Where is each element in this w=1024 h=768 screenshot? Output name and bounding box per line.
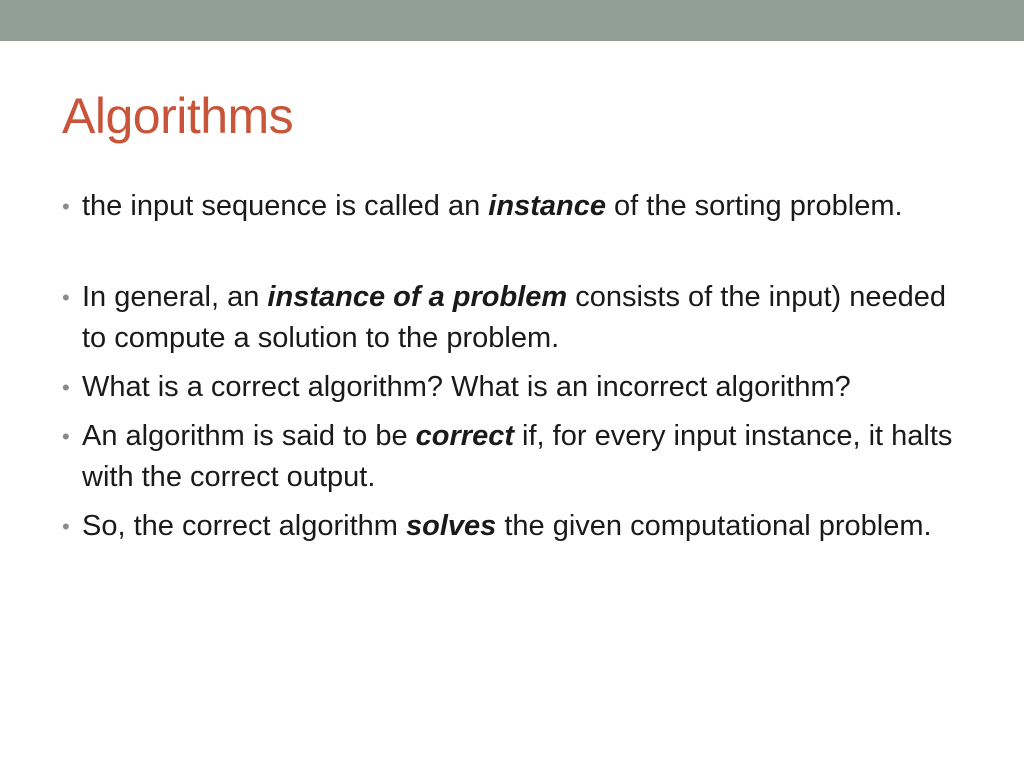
- bullet-text: In general, an: [82, 281, 268, 313]
- bullet-list: [62, 186, 962, 555]
- bullet-item-instance: [62, 186, 962, 227]
- bullet-marker: •: [62, 285, 70, 310]
- emphasized-term-instance: instance: [488, 190, 606, 222]
- top-band: [0, 0, 1024, 41]
- bullet-text: An algorithm is said to be: [82, 420, 416, 452]
- bullet-marker: •: [62, 194, 70, 219]
- emphasized-term-instance-of-a-problem: instance of a problem: [267, 281, 568, 313]
- bullet-item-correct: [62, 416, 962, 498]
- bullet-text: the input sequence is called an: [82, 190, 489, 222]
- bullet-text: of the sorting problem.: [605, 190, 903, 222]
- emphasized-term-solves: solves: [405, 510, 497, 542]
- bullet-item-correct-algorithm-question: [62, 367, 962, 408]
- bullet-marker: •: [62, 424, 70, 449]
- bullet-text: the given computational problem.: [496, 510, 932, 542]
- bullet-text: What is a correct algorithm? What is an incorrect algorithm?: [82, 371, 851, 403]
- emphasized-term-correct: correct: [415, 420, 514, 452]
- bullet-item-instance-of-a-problem: [62, 277, 962, 359]
- bullet-text: if, for every input instance, it halts with the correct output.: [82, 420, 953, 493]
- bullet-text: consists of the input) needed to compute a solution to the problem.: [82, 281, 947, 354]
- bullet-marker: •: [62, 514, 70, 539]
- slide-title: Algorithms: [62, 88, 294, 144]
- bullet-item-solves: [62, 506, 962, 547]
- bullet-text: So, the correct algorithm: [82, 510, 406, 542]
- bullet-marker: •: [62, 375, 70, 400]
